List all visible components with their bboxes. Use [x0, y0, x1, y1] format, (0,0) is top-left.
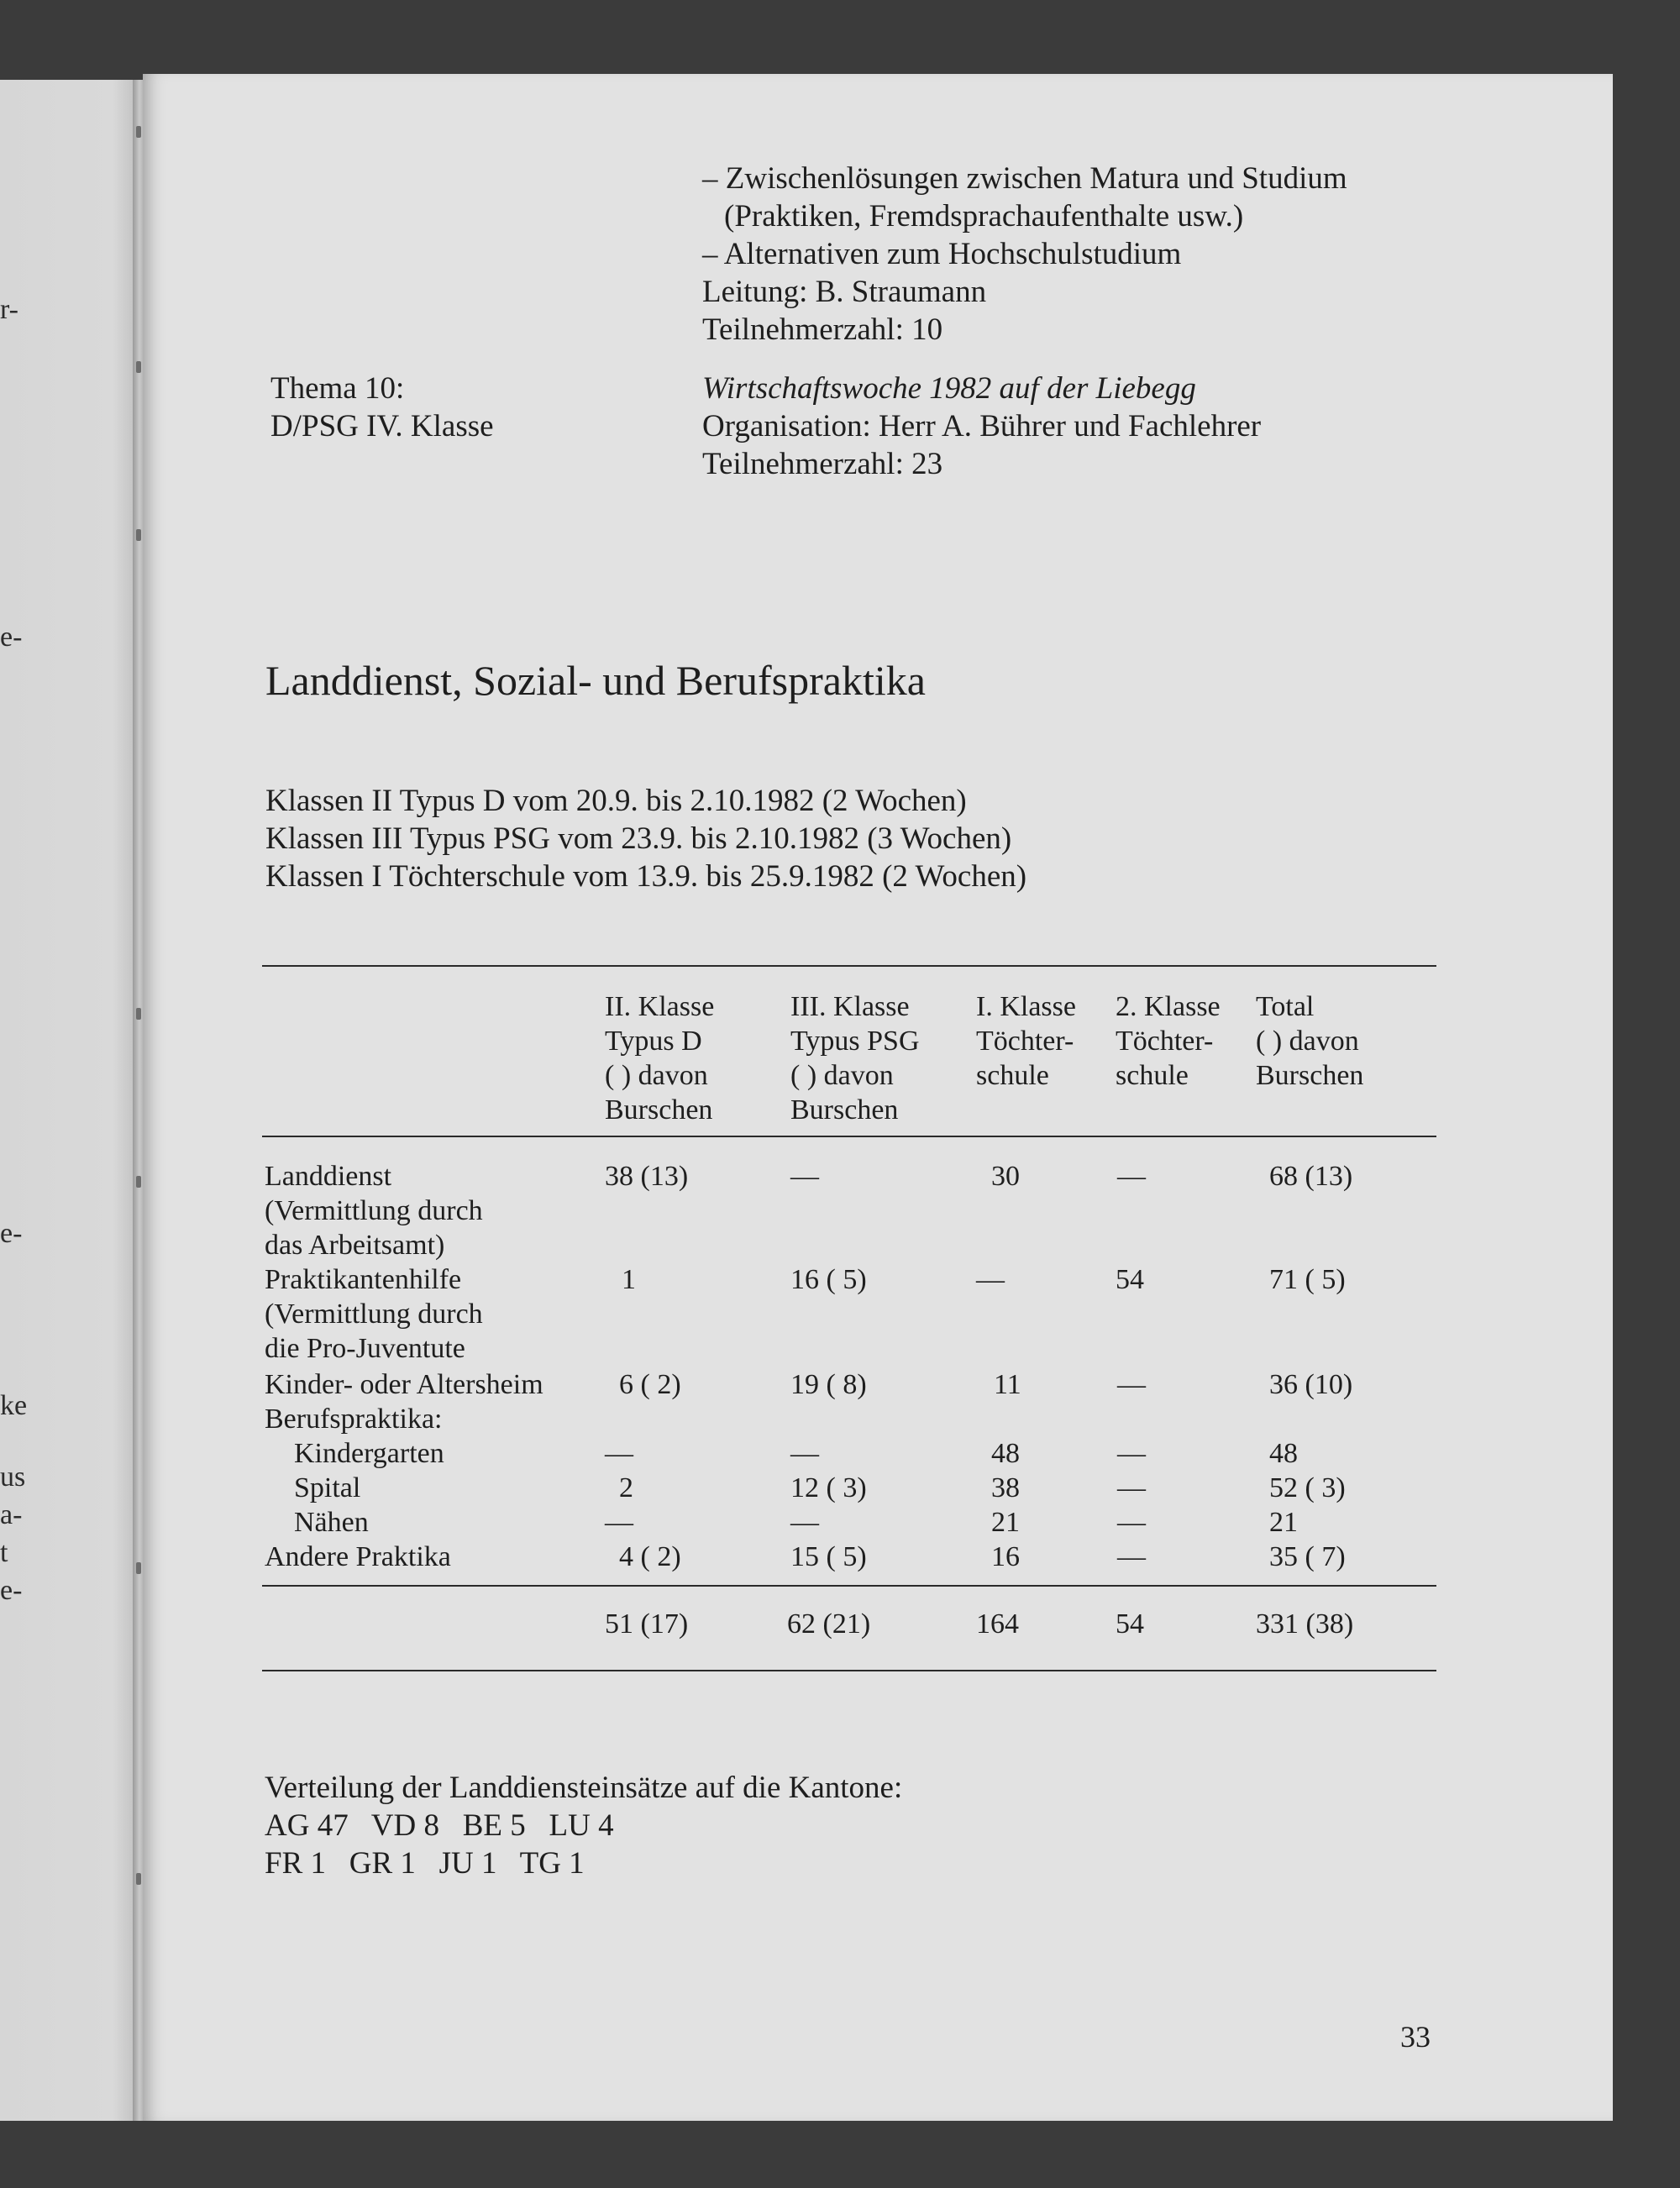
- table-cell: 21: [991, 1507, 1020, 1538]
- table-cell: 30: [991, 1161, 1020, 1192]
- row-label: (Vermittlung durch: [265, 1299, 483, 1330]
- row-label: die Pro-Juventute: [265, 1333, 465, 1364]
- table-cell: 12 ( 3): [790, 1472, 867, 1503]
- table-cell: 2: [619, 1472, 633, 1503]
- binding-stitch: [136, 529, 141, 541]
- table-cell: —: [790, 1161, 819, 1192]
- row-label: das Arbeitsamt): [265, 1230, 445, 1261]
- table-cell: —: [1117, 1369, 1146, 1400]
- date-line: Klassen III Typus PSG vom 23.9. bis 2.10.1982 (3 Wochen): [265, 821, 1012, 856]
- table-total-cell: 51 (17): [605, 1608, 689, 1640]
- top-line: – Zwischenlösungen zwischen Matura und Studium: [702, 161, 1347, 196]
- row-label: Nähen: [294, 1507, 369, 1538]
- left-page-fragment: e-: [0, 622, 23, 653]
- table-top-rule: [262, 965, 1436, 967]
- column-header: Töchter-: [1116, 1026, 1214, 1057]
- table-cell: 1: [622, 1264, 636, 1295]
- column-header: Burschen: [790, 1094, 899, 1125]
- table-cell: 48: [1269, 1438, 1298, 1469]
- row-label: Kinder- oder Altersheim: [265, 1369, 543, 1400]
- column-header: Typus PSG: [790, 1026, 920, 1057]
- table-cell: 38: [991, 1472, 1020, 1503]
- row-label: Landdienst: [265, 1161, 392, 1192]
- date-line: Klassen I Töchterschule vom 13.9. bis 25.9.1982 (2 Wochen): [265, 859, 1027, 894]
- table-cell: 19 ( 8): [790, 1369, 867, 1400]
- top-line: Teilnehmerzahl: 10: [702, 312, 943, 347]
- thema-participants: Teilnehmerzahl: 23: [702, 447, 943, 481]
- table-cell: 36 (10): [1269, 1369, 1353, 1400]
- table-cell: —: [1117, 1161, 1146, 1192]
- table-cell: 71 ( 5): [1269, 1264, 1346, 1295]
- column-header: III. Klasse: [790, 991, 910, 1022]
- kantone-title: Verteilung der Landdiensteinsätze auf die Kantone:: [265, 1771, 903, 1805]
- binding-stitch: [136, 126, 141, 138]
- column-header: schule: [1116, 1060, 1189, 1091]
- table-total-cell: 331 (38): [1256, 1608, 1354, 1640]
- row-label: Spital: [294, 1472, 361, 1503]
- table-cell: —: [790, 1507, 819, 1538]
- column-header: I. Klasse: [976, 991, 1076, 1022]
- table-cell: —: [976, 1264, 1005, 1295]
- kantone-line: AG 47 VD 8 BE 5 LU 4: [265, 1808, 614, 1843]
- column-header: II. Klasse: [605, 991, 715, 1022]
- row-label: Berufspraktika:: [265, 1404, 443, 1435]
- row-label: (Vermittlung durch: [265, 1195, 483, 1226]
- table-cell: 16 ( 5): [790, 1264, 867, 1295]
- table-total-cell: 164: [976, 1608, 1019, 1640]
- binding-stitch: [136, 1873, 141, 1885]
- top-line: – Alternativen zum Hochschulstudium: [702, 237, 1182, 271]
- thema-title: Wirtschaftswoche 1982 auf der Liebegg: [702, 371, 1196, 406]
- table-total-cell: 62 (21): [787, 1608, 871, 1640]
- table-cell: —: [1117, 1438, 1146, 1469]
- left-page-fragment: a-: [0, 1499, 23, 1530]
- top-line: Leitung: B. Straumann: [702, 275, 987, 309]
- column-header: ( ) davon: [1256, 1026, 1359, 1057]
- table-cell: 6 ( 2): [619, 1369, 681, 1400]
- row-label: Praktikantenhilfe: [265, 1264, 462, 1295]
- table-sum-rule: [262, 1585, 1436, 1587]
- table-cell: 54: [1116, 1264, 1144, 1295]
- left-page-fragment: t: [0, 1537, 8, 1568]
- column-header: ( ) davon: [790, 1060, 894, 1091]
- document-page: [143, 74, 1613, 2121]
- table-cell: —: [1117, 1507, 1146, 1538]
- table-cell: 38 (13): [605, 1161, 689, 1192]
- column-header: schule: [976, 1060, 1049, 1091]
- column-header: Total: [1256, 991, 1315, 1022]
- table-header-rule: [262, 1136, 1436, 1137]
- table-cell: 15 ( 5): [790, 1541, 867, 1572]
- table-cell: 21: [1269, 1507, 1298, 1538]
- column-header: ( ) davon: [605, 1060, 708, 1091]
- top-line: (Praktiken, Fremdsprachaufenthalte usw.): [724, 199, 1244, 233]
- row-label: Andere Praktika: [265, 1541, 451, 1572]
- table-bottom-rule: [262, 1670, 1436, 1671]
- thema-class: D/PSG IV. Klasse: [270, 409, 494, 443]
- thema-organisation: Organisation: Herr A. Bührer und Fachlehrer: [702, 409, 1262, 443]
- left-page-fragment: ke: [0, 1390, 28, 1421]
- column-header: Typus D: [605, 1026, 702, 1057]
- binding-stitch: [136, 1008, 141, 1020]
- left-page-edge: [0, 80, 141, 2121]
- section-heading: Landdienst, Sozial- und Berufspraktika: [265, 657, 926, 704]
- kantone-line: FR 1 GR 1 JU 1 TG 1: [265, 1846, 585, 1881]
- table-cell: 4 ( 2): [619, 1541, 681, 1572]
- binding-stitch: [136, 361, 141, 373]
- thema-label: Thema 10:: [270, 371, 405, 406]
- table-cell: 52 ( 3): [1269, 1472, 1346, 1503]
- page-number: 33: [1400, 2020, 1431, 2054]
- column-header: Burschen: [1256, 1060, 1364, 1091]
- row-label: Kindergarten: [294, 1438, 444, 1469]
- binding-stitch: [136, 1176, 141, 1188]
- column-header: Töchter-: [976, 1026, 1074, 1057]
- table-cell: —: [605, 1507, 633, 1538]
- table-cell: —: [790, 1438, 819, 1469]
- binding-stitch: [136, 1562, 141, 1574]
- table-cell: 48: [991, 1438, 1020, 1469]
- column-header: 2. Klasse: [1116, 991, 1221, 1022]
- left-page-fragment: e-: [0, 1218, 23, 1249]
- table-cell: —: [605, 1438, 633, 1469]
- table-cell: —: [1117, 1541, 1146, 1572]
- left-page-fragment: e-: [0, 1575, 23, 1606]
- date-line: Klassen II Typus D vom 20.9. bis 2.10.1982 (2 Wochen): [265, 784, 967, 818]
- left-page-fragment: us: [0, 1461, 26, 1493]
- table-total-cell: 54: [1116, 1608, 1144, 1640]
- table-cell: 68 (13): [1269, 1161, 1353, 1192]
- table-cell: 35 ( 7): [1269, 1541, 1346, 1572]
- left-page-fragment: r-: [0, 294, 18, 325]
- column-header: Burschen: [605, 1094, 713, 1125]
- table-cell: —: [1117, 1472, 1146, 1503]
- table-cell: 11: [994, 1369, 1021, 1400]
- table-cell: 16: [991, 1541, 1020, 1572]
